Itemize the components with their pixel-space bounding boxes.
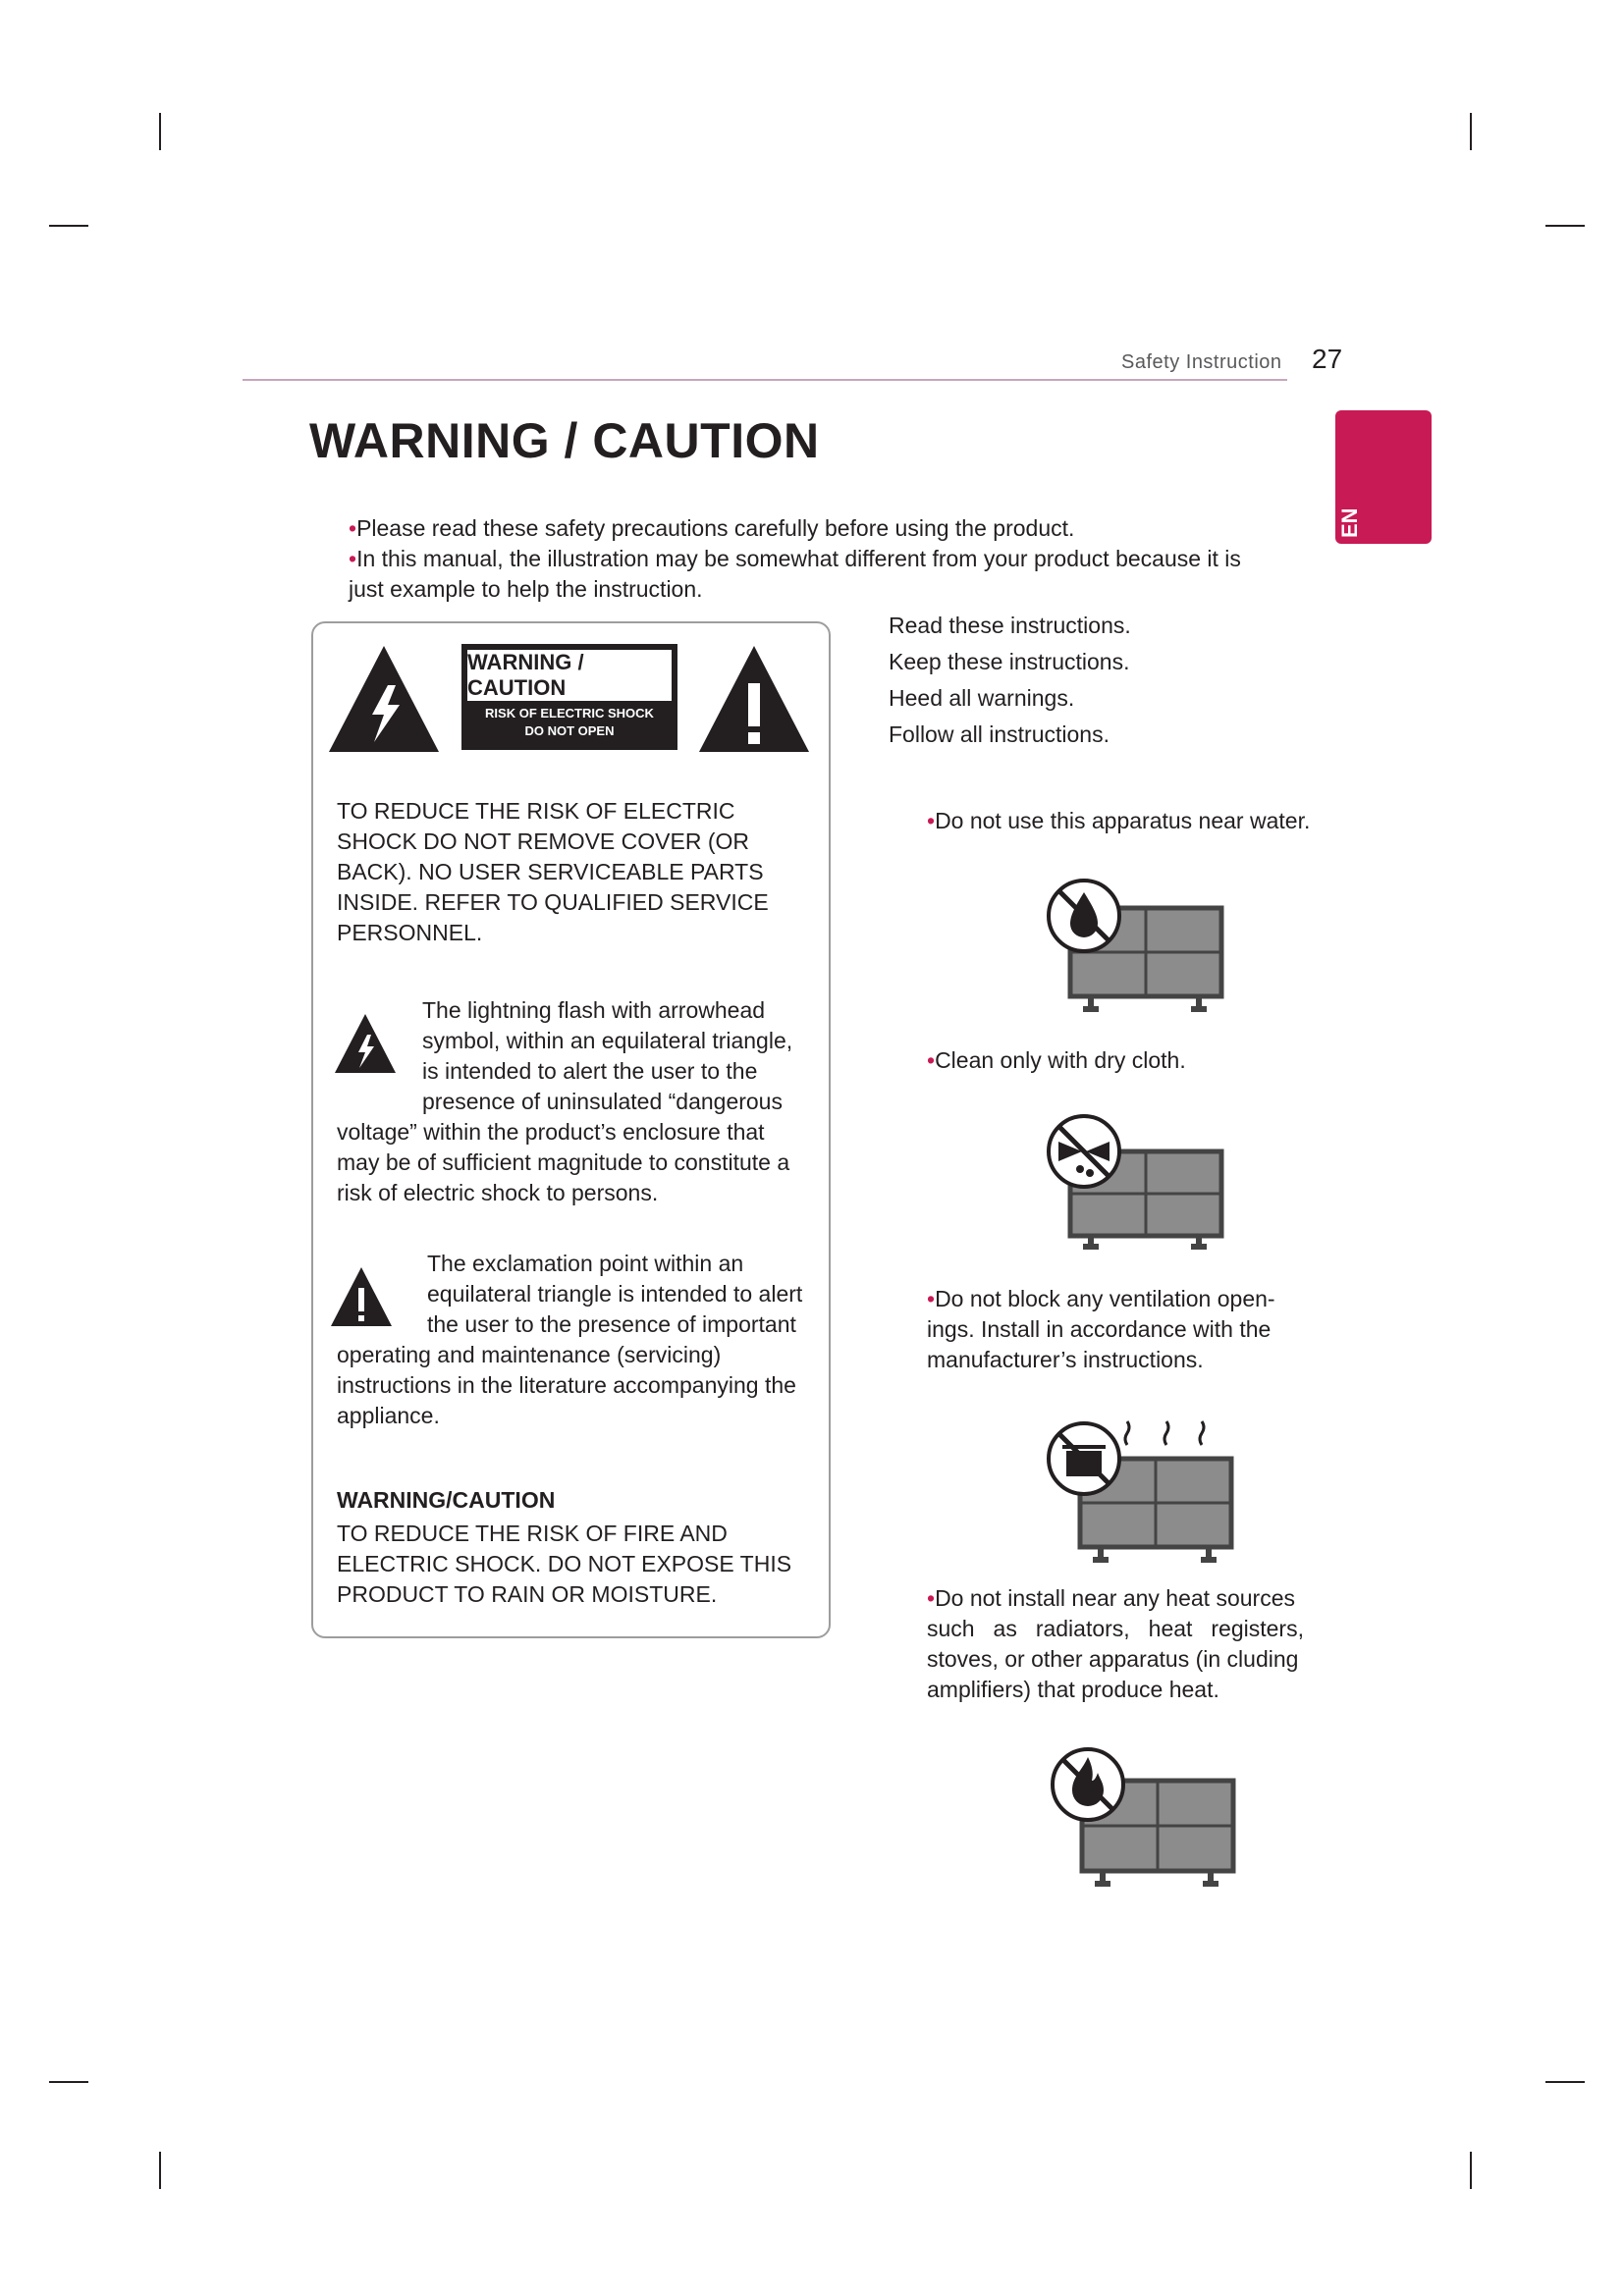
intro-line-1: •Please read these safety precautions carefully before using the product. — [349, 515, 1075, 541]
crop-mark — [1545, 225, 1585, 227]
section-title: Safety Instruction — [1121, 351, 1282, 373]
warning-label-subtitle: RISK OF ELECTRIC SHOCK DO NOT OPEN — [485, 706, 654, 738]
crop-mark — [49, 2081, 88, 2083]
crop-mark — [159, 2152, 161, 2189]
no-water-icon — [1045, 877, 1227, 1020]
warning-heading: WARNING/CAUTION — [337, 1487, 556, 1513]
language-tab — [1335, 410, 1432, 544]
page-title: WARNING / CAUTION — [309, 413, 820, 468]
header-divider — [243, 379, 1287, 381]
exclamation-triangle-icon — [697, 644, 811, 754]
no-fire-icon — [1049, 1745, 1241, 1895]
exclamation-description: The exclamation point within an equilateral triangle is intended to alert the user to the presence of important — [427, 1251, 803, 1337]
warning-label-title: WARNING / CAUTION — [467, 650, 672, 701]
rule-clean: •Clean only with dry cloth. — [927, 1047, 1186, 1073]
exclamation-description-cont: operating and maintenance (servicing) instructions in the literature accompanying the appliance. — [337, 1342, 796, 1428]
rule-ventilation: •Do not block any ventilation open- ings. Install in accordance with the manufacturer’s instructions. — [927, 1286, 1275, 1372]
rule-water: •Do not use this apparatus near water. — [927, 808, 1311, 833]
lightning-description: The lightning flash with arrowhead symbol, within an equilateral triangle, is intended to alert the user to the presence of uninsulated “dangerous — [422, 997, 793, 1114]
crop-mark — [1470, 2152, 1472, 2189]
crop-mark — [49, 225, 88, 227]
page-number: 27 — [1312, 344, 1343, 374]
no-spray-icon — [1045, 1112, 1227, 1255]
crop-mark — [1470, 113, 1472, 150]
crop-mark — [159, 113, 161, 150]
intro-line-3: just example to help the instruction. — [349, 576, 703, 602]
language-tab-label: EN — [1337, 507, 1362, 538]
lightning-triangle-small-icon — [334, 1013, 397, 1074]
lightning-description-cont: voltage” within the product’s enclosure that may be of sufficient magnitude to constitute a risk of electric shock to persons. — [337, 1119, 790, 1205]
intro-line-2: •In this manual, the illustration may be somewhat different from your product because it is — [349, 546, 1241, 571]
warning-text: TO REDUCE THE RISK OF FIRE AND ELECTRIC SHOCK. DO NOT EXPOSE THIS PRODUCT TO RAIN OR MOISTURE. — [337, 1521, 792, 1607]
crop-mark — [1545, 2081, 1585, 2083]
exclamation-triangle-small-icon — [330, 1266, 393, 1327]
lightning-triangle-icon — [327, 644, 441, 754]
no-cover-icon — [1045, 1414, 1241, 1571]
warning-label — [461, 644, 677, 750]
reduce-risk-text: TO REDUCE THE RISK OF ELECTRIC SHOCK DO NOT REMOVE COVER (OR BACK). NO USER SERVICEABLE PARTS INSIDE. REFER TO QUALIFIED SERVICE PERSONNEL. — [337, 798, 769, 945]
rule-heat: •Do not install near any heat sources such as radiators, heat registers, stoves, or other apparatus (in cluding amplifiers) that produce heat. — [927, 1585, 1304, 1702]
instruction-list: Read these instructions. Keep these instructions. Heed all warnings. Follow all instructions. — [889, 613, 1131, 747]
